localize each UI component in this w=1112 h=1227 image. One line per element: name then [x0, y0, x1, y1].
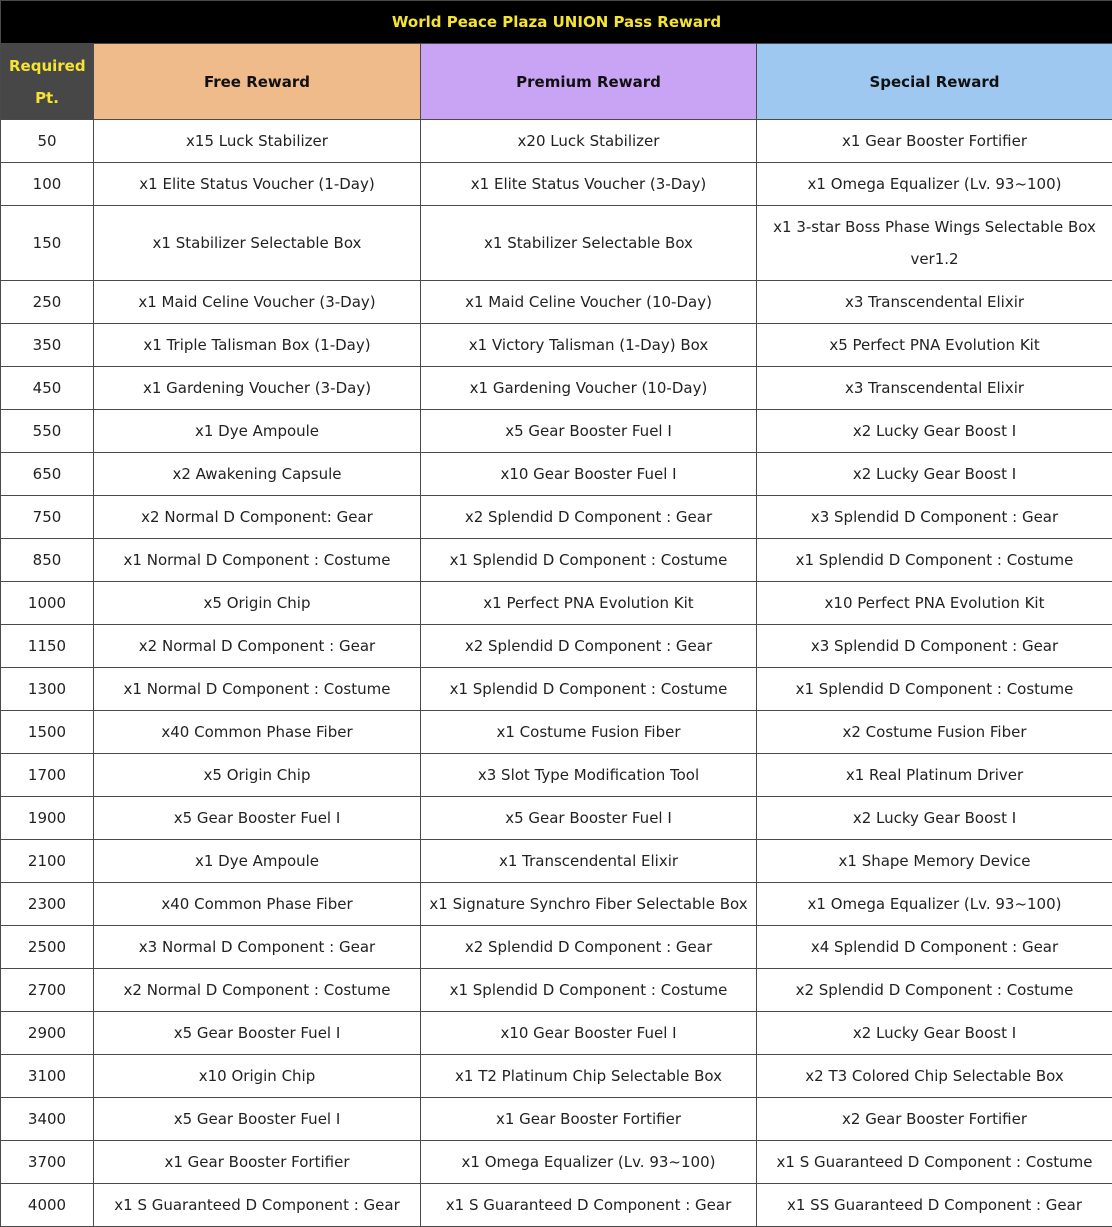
premium-reward-cell: x1 Costume Fusion Fiber — [421, 711, 757, 754]
free-reward-cell: x5 Origin Chip — [94, 754, 421, 797]
special-reward-cell: x2 Costume Fusion Fiber — [757, 711, 1112, 754]
header-row — [1, 44, 1112, 120]
required-pt-cell: 1000 — [1, 582, 94, 625]
free-reward-cell: x1 Gardening Voucher (3-Day) — [94, 367, 421, 410]
table-row — [1, 206, 1112, 281]
header-free-reward: Free Reward — [94, 44, 421, 120]
required-pt-cell: 3100 — [1, 1055, 94, 1098]
table-row — [1, 324, 1112, 367]
table-row — [1, 1055, 1112, 1098]
special-reward-cell: x1 S Guaranteed D Component : Costume — [757, 1141, 1112, 1184]
required-pt-cell: 3700 — [1, 1141, 94, 1184]
table-row — [1, 625, 1112, 668]
header-required-pt: Required Pt. — [1, 44, 94, 120]
required-pt-cell: 2700 — [1, 969, 94, 1012]
header-premium-reward: Premium Reward — [421, 44, 757, 120]
premium-reward-cell: x1 T2 Platinum Chip Selectable Box — [421, 1055, 757, 1098]
premium-reward-cell: x1 Splendid D Component : Costume — [421, 668, 757, 711]
premium-reward-cell: x20 Luck Stabilizer — [421, 120, 757, 163]
special-reward-cell: x3 Transcendental Elixir — [757, 281, 1112, 324]
free-reward-cell: x1 Elite Status Voucher (1-Day) — [94, 163, 421, 206]
table-row — [1, 840, 1112, 883]
table-row — [1, 410, 1112, 453]
free-reward-cell: x2 Normal D Component : Gear — [94, 625, 421, 668]
table-row — [1, 496, 1112, 539]
required-pt-cell: 4000 — [1, 1184, 94, 1227]
required-pt-cell: 50 — [1, 120, 94, 163]
required-pt-cell: 550 — [1, 410, 94, 453]
free-reward-cell: x1 Normal D Component : Costume — [94, 668, 421, 711]
table-row — [1, 163, 1112, 206]
table-title: World Peace Plaza UNION Pass Reward — [1, 1, 1112, 44]
free-reward-cell: x1 Gear Booster Fortifier — [94, 1141, 421, 1184]
table-row — [1, 120, 1112, 163]
premium-reward-cell: x1 Splendid D Component : Costume — [421, 539, 757, 582]
table-row — [1, 281, 1112, 324]
premium-reward-cell: x1 Signature Synchro Fiber Selectable Box — [421, 883, 757, 926]
special-reward-cell: x2 Lucky Gear Boost I — [757, 410, 1112, 453]
special-reward-cell: x3 Splendid D Component : Gear — [757, 496, 1112, 539]
free-reward-cell: x5 Gear Booster Fuel I — [94, 1012, 421, 1055]
free-reward-cell: x5 Gear Booster Fuel I — [94, 1098, 421, 1141]
special-reward-cell: x1 Real Platinum Driver — [757, 754, 1112, 797]
table-row — [1, 797, 1112, 840]
free-reward-cell: x40 Common Phase Fiber — [94, 711, 421, 754]
premium-reward-cell: x1 S Guaranteed D Component : Gear — [421, 1184, 757, 1227]
free-reward-cell: x2 Normal D Component : Costume — [94, 969, 421, 1012]
premium-reward-cell: x1 Gardening Voucher (10-Day) — [421, 367, 757, 410]
premium-reward-cell: x1 Victory Talisman (1-Day) Box — [421, 324, 757, 367]
required-pt-cell: 1300 — [1, 668, 94, 711]
special-reward-cell: x2 Lucky Gear Boost I — [757, 797, 1112, 840]
premium-reward-cell: x1 Elite Status Voucher (3-Day) — [421, 163, 757, 206]
free-reward-cell: x1 Maid Celine Voucher (3-Day) — [94, 281, 421, 324]
free-reward-cell: x1 Dye Ampoule — [94, 410, 421, 453]
special-reward-cell: x5 Perfect PNA Evolution Kit — [757, 324, 1112, 367]
header-special-reward: Special Reward — [757, 44, 1112, 120]
required-pt-cell: 450 — [1, 367, 94, 410]
special-reward-cell: x3 Splendid D Component : Gear — [757, 625, 1112, 668]
free-reward-cell: x2 Awakening Capsule — [94, 453, 421, 496]
special-reward-cell: x2 Lucky Gear Boost I — [757, 1012, 1112, 1055]
table-row — [1, 754, 1112, 797]
premium-reward-cell: x2 Splendid D Component : Gear — [421, 926, 757, 969]
free-reward-cell: x1 Stabilizer Selectable Box — [94, 206, 421, 281]
free-reward-cell: x15 Luck Stabilizer — [94, 120, 421, 163]
table-row — [1, 883, 1112, 926]
special-reward-cell: x1 Gear Booster Fortifier — [757, 120, 1112, 163]
table-row — [1, 453, 1112, 496]
premium-reward-cell: x5 Gear Booster Fuel I — [421, 797, 757, 840]
free-reward-cell: x5 Origin Chip — [94, 582, 421, 625]
table-row — [1, 1098, 1112, 1141]
table-row — [1, 1184, 1112, 1227]
special-reward-cell: x2 Lucky Gear Boost I — [757, 453, 1112, 496]
free-reward-cell: x1 S Guaranteed D Component : Gear — [94, 1184, 421, 1227]
required-pt-cell: 1500 — [1, 711, 94, 754]
free-reward-cell: x40 Common Phase Fiber — [94, 883, 421, 926]
table-row — [1, 367, 1112, 410]
table-row — [1, 969, 1112, 1012]
free-reward-cell: x2 Normal D Component: Gear — [94, 496, 421, 539]
special-reward-cell: x2 T3 Colored Chip Selectable Box — [757, 1055, 1112, 1098]
premium-reward-cell: x3 Slot Type Modification Tool — [421, 754, 757, 797]
special-reward-cell: x2 Gear Booster Fortifier — [757, 1098, 1112, 1141]
required-pt-cell: 2100 — [1, 840, 94, 883]
premium-reward-cell: x1 Splendid D Component : Costume — [421, 969, 757, 1012]
required-pt-cell: 1900 — [1, 797, 94, 840]
premium-reward-cell: x10 Gear Booster Fuel I — [421, 1012, 757, 1055]
special-reward-cell: x2 Splendid D Component : Costume — [757, 969, 1112, 1012]
special-reward-cell: x4 Splendid D Component : Gear — [757, 926, 1112, 969]
free-reward-cell: x1 Dye Ampoule — [94, 840, 421, 883]
required-pt-cell: 1150 — [1, 625, 94, 668]
special-reward-cell: x1 Omega Equalizer (Lv. 93~100) — [757, 883, 1112, 926]
free-reward-cell: x1 Normal D Component : Costume — [94, 539, 421, 582]
premium-reward-cell: x1 Perfect PNA Evolution Kit — [421, 582, 757, 625]
table-row — [1, 926, 1112, 969]
special-reward-cell: x10 Perfect PNA Evolution Kit — [757, 582, 1112, 625]
premium-reward-cell: x1 Transcendental Elixir — [421, 840, 757, 883]
title-row — [1, 1, 1112, 44]
special-reward-cell: x1 3-star Boss Phase Wings Selectable Box ver1.2 — [757, 206, 1112, 281]
required-pt-cell: 3400 — [1, 1098, 94, 1141]
special-reward-cell: x1 Omega Equalizer (Lv. 93~100) — [757, 163, 1112, 206]
required-pt-cell: 350 — [1, 324, 94, 367]
table-row — [1, 711, 1112, 754]
premium-reward-cell: x1 Stabilizer Selectable Box — [421, 206, 757, 281]
table-row — [1, 1012, 1112, 1055]
required-pt-cell: 2500 — [1, 926, 94, 969]
premium-reward-cell: x2 Splendid D Component : Gear — [421, 625, 757, 668]
premium-reward-cell: x2 Splendid D Component : Gear — [421, 496, 757, 539]
required-pt-cell: 2300 — [1, 883, 94, 926]
premium-reward-cell: x10 Gear Booster Fuel I — [421, 453, 757, 496]
table-row — [1, 1141, 1112, 1184]
special-reward-cell: x3 Transcendental Elixir — [757, 367, 1112, 410]
free-reward-cell: x1 Triple Talisman Box (1-Day) — [94, 324, 421, 367]
special-reward-cell: x1 Splendid D Component : Costume — [757, 539, 1112, 582]
special-reward-cell: x1 SS Guaranteed D Component : Gear — [757, 1184, 1112, 1227]
table-row — [1, 539, 1112, 582]
required-pt-cell: 100 — [1, 163, 94, 206]
required-pt-cell: 150 — [1, 206, 94, 281]
required-pt-cell: 250 — [1, 281, 94, 324]
premium-reward-cell: x5 Gear Booster Fuel I — [421, 410, 757, 453]
table-row — [1, 582, 1112, 625]
free-reward-cell: x3 Normal D Component : Gear — [94, 926, 421, 969]
required-pt-cell: 750 — [1, 496, 94, 539]
premium-reward-cell: x1 Maid Celine Voucher (10-Day) — [421, 281, 757, 324]
required-pt-cell: 850 — [1, 539, 94, 582]
required-pt-cell: 2900 — [1, 1012, 94, 1055]
premium-reward-cell: x1 Gear Booster Fortifier — [421, 1098, 757, 1141]
special-reward-cell: x1 Shape Memory Device — [757, 840, 1112, 883]
special-reward-cell: x1 Splendid D Component : Costume — [757, 668, 1112, 711]
free-reward-cell: x5 Gear Booster Fuel I — [94, 797, 421, 840]
free-reward-cell: x10 Origin Chip — [94, 1055, 421, 1098]
required-pt-cell: 1700 — [1, 754, 94, 797]
table-row — [1, 668, 1112, 711]
required-pt-cell: 650 — [1, 453, 94, 496]
premium-reward-cell: x1 Omega Equalizer (Lv. 93~100) — [421, 1141, 757, 1184]
